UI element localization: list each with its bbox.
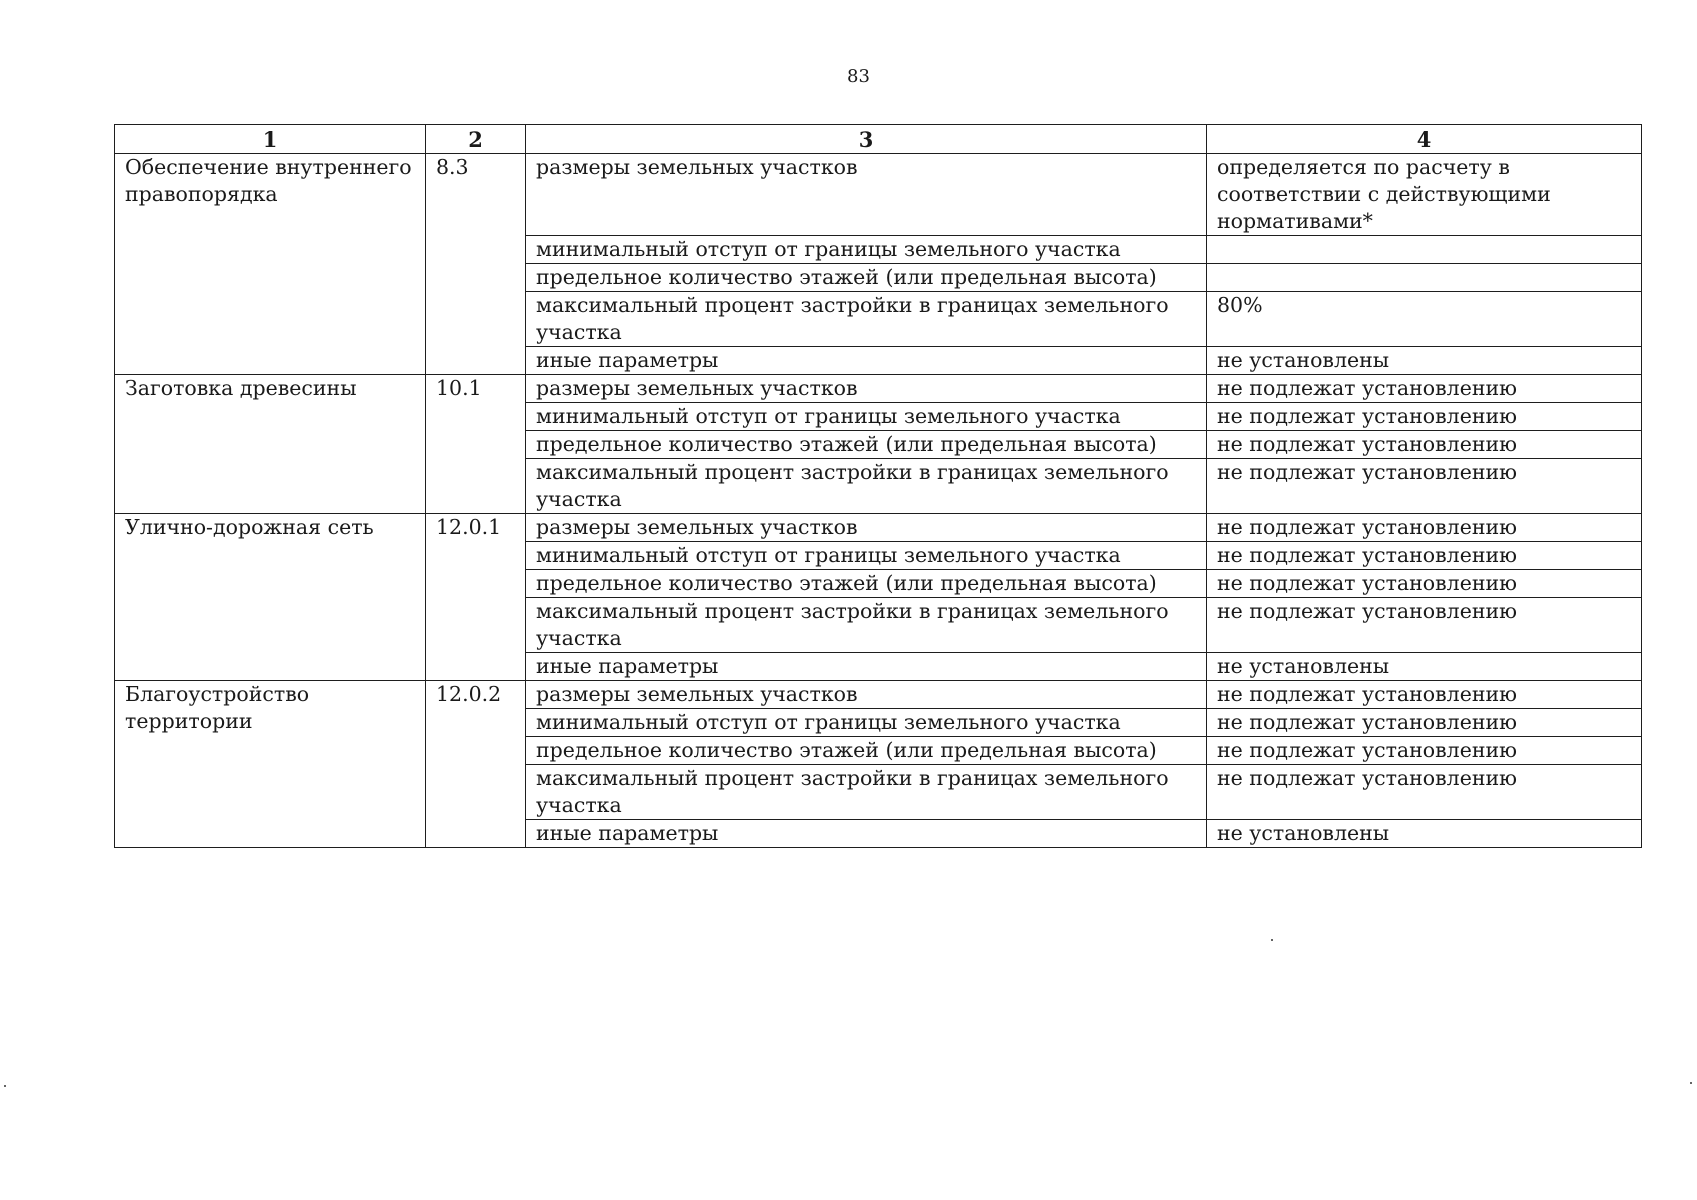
parameter-value: не подлежат установлению [1207,681,1642,709]
table-row [115,514,1642,542]
parameter-value: не подлежат установлению [1207,403,1642,431]
column-header-2: 2 [426,125,526,154]
parameter-name: максимальный процент застройки в границах земельного участка [526,765,1207,820]
parameter-value: не подлежат установлению [1207,598,1642,653]
column-header-1: 1 [115,125,426,154]
use-type-code: 12.0.1 [426,514,526,681]
use-type-name: Благоустройство территории [115,681,426,848]
column-header-4: 4 [1207,125,1642,154]
parameter-name: иные параметры [526,820,1207,848]
parameter-value: не подлежат установлению [1207,459,1642,514]
table-row [115,154,1642,236]
parameter-name: минимальный отступ от границы земельного участка [526,542,1207,570]
parameter-value: не установлены [1207,820,1642,848]
parameter-value: не установлены [1207,347,1642,375]
parameter-name: максимальный процент застройки в границах земельного участка [526,598,1207,653]
parameter-value: не подлежат установлению [1207,375,1642,403]
table-row [115,681,1642,709]
parameter-value: не подлежат установлению [1207,514,1642,542]
parameter-name: предельное количество этажей (или предельная высота) [526,570,1207,598]
use-type-name: Заготовка древесины [115,375,426,514]
parameter-name: размеры земельных участков [526,375,1207,403]
use-type-code: 8.3 [426,154,526,375]
parameter-name: минимальный отступ от границы земельного участка [526,709,1207,737]
parameters-table [114,124,1642,848]
parameter-name: предельное количество этажей (или предельная высота) [526,431,1207,459]
table-header-row [115,125,1642,154]
parameter-name: иные параметры [526,347,1207,375]
parameter-name: максимальный процент застройки в границах земельного участка [526,459,1207,514]
parameter-name: минимальный отступ от границы земельного участка [526,236,1207,264]
parameter-value: не подлежат установлению [1207,431,1642,459]
column-header-3: 3 [526,125,1207,154]
page-number: 83 [847,66,870,87]
scan-speck [4,1085,6,1087]
parameter-name: размеры земельных участков [526,514,1207,542]
use-type-name: Обеспечение внутреннего правопорядка [115,154,426,375]
parameter-value: не подлежат установлению [1207,709,1642,737]
use-type-code: 12.0.2 [426,681,526,848]
parameter-name: размеры земельных участков [526,154,1207,236]
parameter-value: не подлежат установлению [1207,737,1642,765]
parameter-name: минимальный отступ от границы земельного участка [526,403,1207,431]
parameter-name: максимальный процент застройки в границах земельного участка [526,292,1207,347]
parameter-value: не установлены [1207,653,1642,681]
parameter-name: предельное количество этажей (или предельная высота) [526,264,1207,292]
scan-speck [1690,1082,1692,1084]
use-type-code: 10.1 [426,375,526,514]
parameter-value [1207,264,1642,292]
parameter-value [1207,236,1642,264]
parameter-value: не подлежат установлению [1207,542,1642,570]
parameter-value: не подлежат установлению [1207,570,1642,598]
parameter-value: не подлежат установлению [1207,765,1642,820]
parameter-value: 80% [1207,292,1642,347]
table-row [115,375,1642,403]
parameter-value: определяется по расчету в соответствии с действующими нормативами* [1207,154,1642,236]
scan-speck [1271,939,1273,941]
parameter-name: размеры земельных участков [526,681,1207,709]
parameter-name: предельное количество этажей (или предельная высота) [526,737,1207,765]
use-type-name: Улично-дорожная сеть [115,514,426,681]
parameter-name: иные параметры [526,653,1207,681]
